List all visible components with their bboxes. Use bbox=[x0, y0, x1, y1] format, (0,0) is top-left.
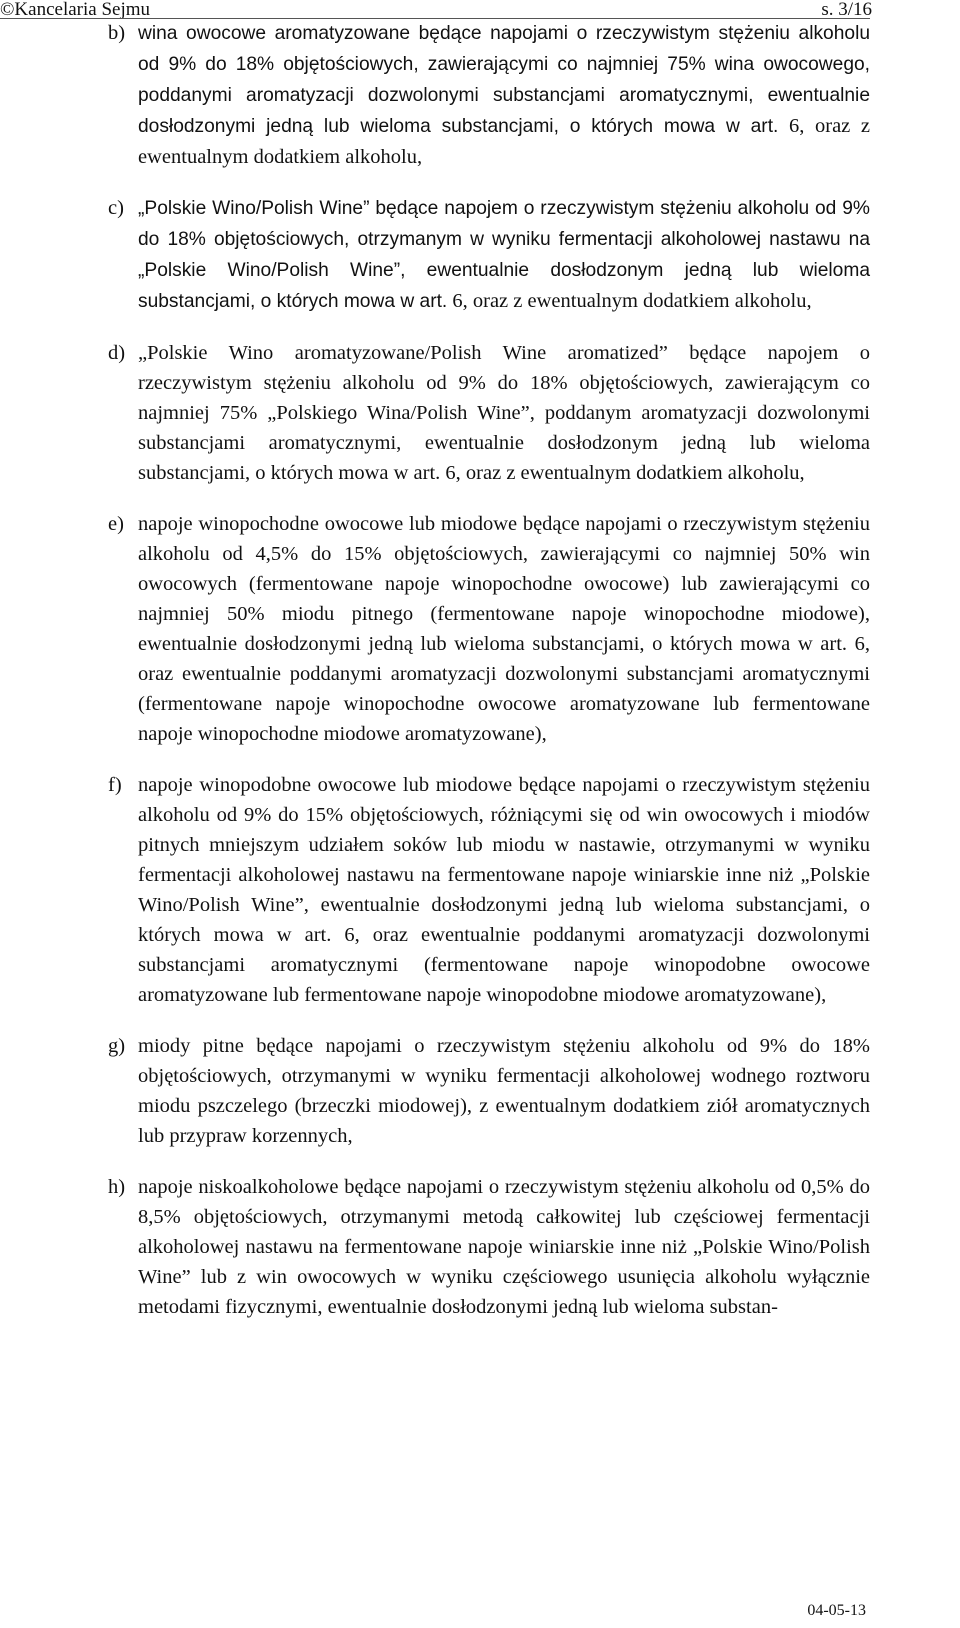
item-text: napoje winopodobne owocowe lub miodowe będące napojami o rzeczywistym stężeniu alkoholu od 9% do 15% objętościowych, różniącymi się od win owocowych i miodów pitnych mniejszym udziałem soków lub miodu w nastawie, otrzymanymi w wyniku fermentacji alkoholowej nastawu na fermentowane napoje winiarskie inne niż „Polskie Wino/Polish Wine”, ewentualnie dosłodzonymi jedną lub wieloma substancjami, o których mowa w art. 6, oraz ewentualnie poddanymi aromatyzacji dozwolonymi substancjami aromatycznymi (fermentowane napoje winopodobne owocowe aromatyzowane lub fermentowane napoje winopodobne miodowe aromatyzowane), bbox=[138, 774, 870, 1006]
header-source: ©Kancelaria Sejmu bbox=[0, 0, 151, 20]
item-text: napoje niskoalkoholowe będące napojami o rzeczywistym stężeniu alkoholu od 0,5% do 8,5% objętościowych, otrzymanymi metodą całkowitej lub częściowej fermentacji alkoholowej nastawu na fermentowane napoje winiarskie inne niż „Polskie Wino/Polish Wine” lub z win owocowych w wyniku częściowego usunięcia alkoholu wyłącznie metodami fizycznymi, ewentualnie dosłodzonymi jedną lub wieloma substan- bbox=[138, 1176, 870, 1318]
item-text-sans: „Polskie Wino/Polish Wine” będące napojem o rzeczywistym stężeniu alkoholu od 9% do 18% objętościowych, otrzymanym w wyniku fermentacji alkoholowej nastawu na „Polskie Wino/Polish Wine”, ewentualnie dosłodzonym jedną lub wieloma substancjami, o których mowa w art. bbox=[138, 198, 870, 312]
item-label: h) bbox=[108, 1176, 126, 1198]
item-label: c) bbox=[108, 197, 124, 219]
item-text bbox=[138, 193, 870, 317]
item-text bbox=[138, 18, 870, 172]
item-text: napoje winopochodne owocowe lub miodowe będące napojami o rzeczywistym stężeniu alkoholu od 4,5% do 15% objętościowych, zawierającymi co najmniej 50% win owocowych (fermentowane napoje winopochodne owocowe) lub zawierającymi co najmniej 50% miodu pitnego (fermentowane napoje winopochodne miodowe), ewentualnie dosłodzonymi jedną lub wieloma substancjami, o których mowa w art. 6, oraz ewentualnie poddanymi aromatyzacji dozwolonymi substancjami aromatycznymi (fermentowane napoje winopochodne owocowe aromatyzowane lub fermentowane napoje winopochodne miodowe aromatyzowane), bbox=[138, 513, 870, 745]
item-text-sans: wina owocowe aromatyzowane będące napojami o rzeczywistym stężeniu alkoholu od 9% do 18% objętościowych, zawierającymi co najmniej 75% wina owocowego, poddanymi aromatyzacji dozwolonymi substancjami aromatycznymi, ewentualnie dosłodzonymi jedną lub wieloma substancjami, o których mowa w art. bbox=[138, 23, 870, 137]
list-item-g bbox=[108, 1031, 870, 1151]
item-label: d) bbox=[108, 342, 126, 364]
list-item-e bbox=[108, 509, 870, 749]
document-body bbox=[108, 18, 870, 1343]
list-item-h bbox=[108, 1172, 870, 1322]
list-item-c bbox=[108, 193, 870, 317]
item-text: miody pitne będące napojami o rzeczywistym stężeniu alkoholu od 9% do 18% objętościowych, otrzymanymi w wyniku fermentacji alkoholowej wodnego roztworu miodu pszczelego (brzeczki miodowej), z ewentualnym dodatkiem ziół aromatycznych lub przypraw korzennych, bbox=[138, 1035, 870, 1147]
footer-date: 04-05-13 bbox=[807, 1602, 866, 1619]
item-label: b) bbox=[108, 22, 126, 44]
list-item-d bbox=[108, 338, 870, 488]
item-text-serif: 6, oraz z ewentualnym dodatkiem alkoholu, bbox=[138, 115, 870, 168]
item-text-serif: 6, oraz z ewentualnym dodatkiem alkoholu, bbox=[447, 290, 812, 312]
page-number: s. 3/16 bbox=[821, 0, 872, 20]
list-item-b bbox=[108, 18, 870, 172]
list-item-f bbox=[108, 770, 870, 1010]
item-text: „Polskie Wino aromatyzowane/Polish Wine aromatized” będące napojem o rzeczywistym stężeniu alkoholu od 9% do 18% objętościowych, zawierającym co najmniej 75% „Polskiego Wina/Polish Wine”, poddanym aromatyzacji dozwolonymi substancjami aromatycznymi, ewentualnie dosłodzonym jedną lub wieloma substancjami, o których mowa w art. 6, oraz z ewentualnym dodatkiem alkoholu, bbox=[138, 342, 870, 484]
item-label: f) bbox=[108, 774, 122, 796]
item-label: e) bbox=[108, 513, 124, 535]
item-label: g) bbox=[108, 1035, 126, 1057]
